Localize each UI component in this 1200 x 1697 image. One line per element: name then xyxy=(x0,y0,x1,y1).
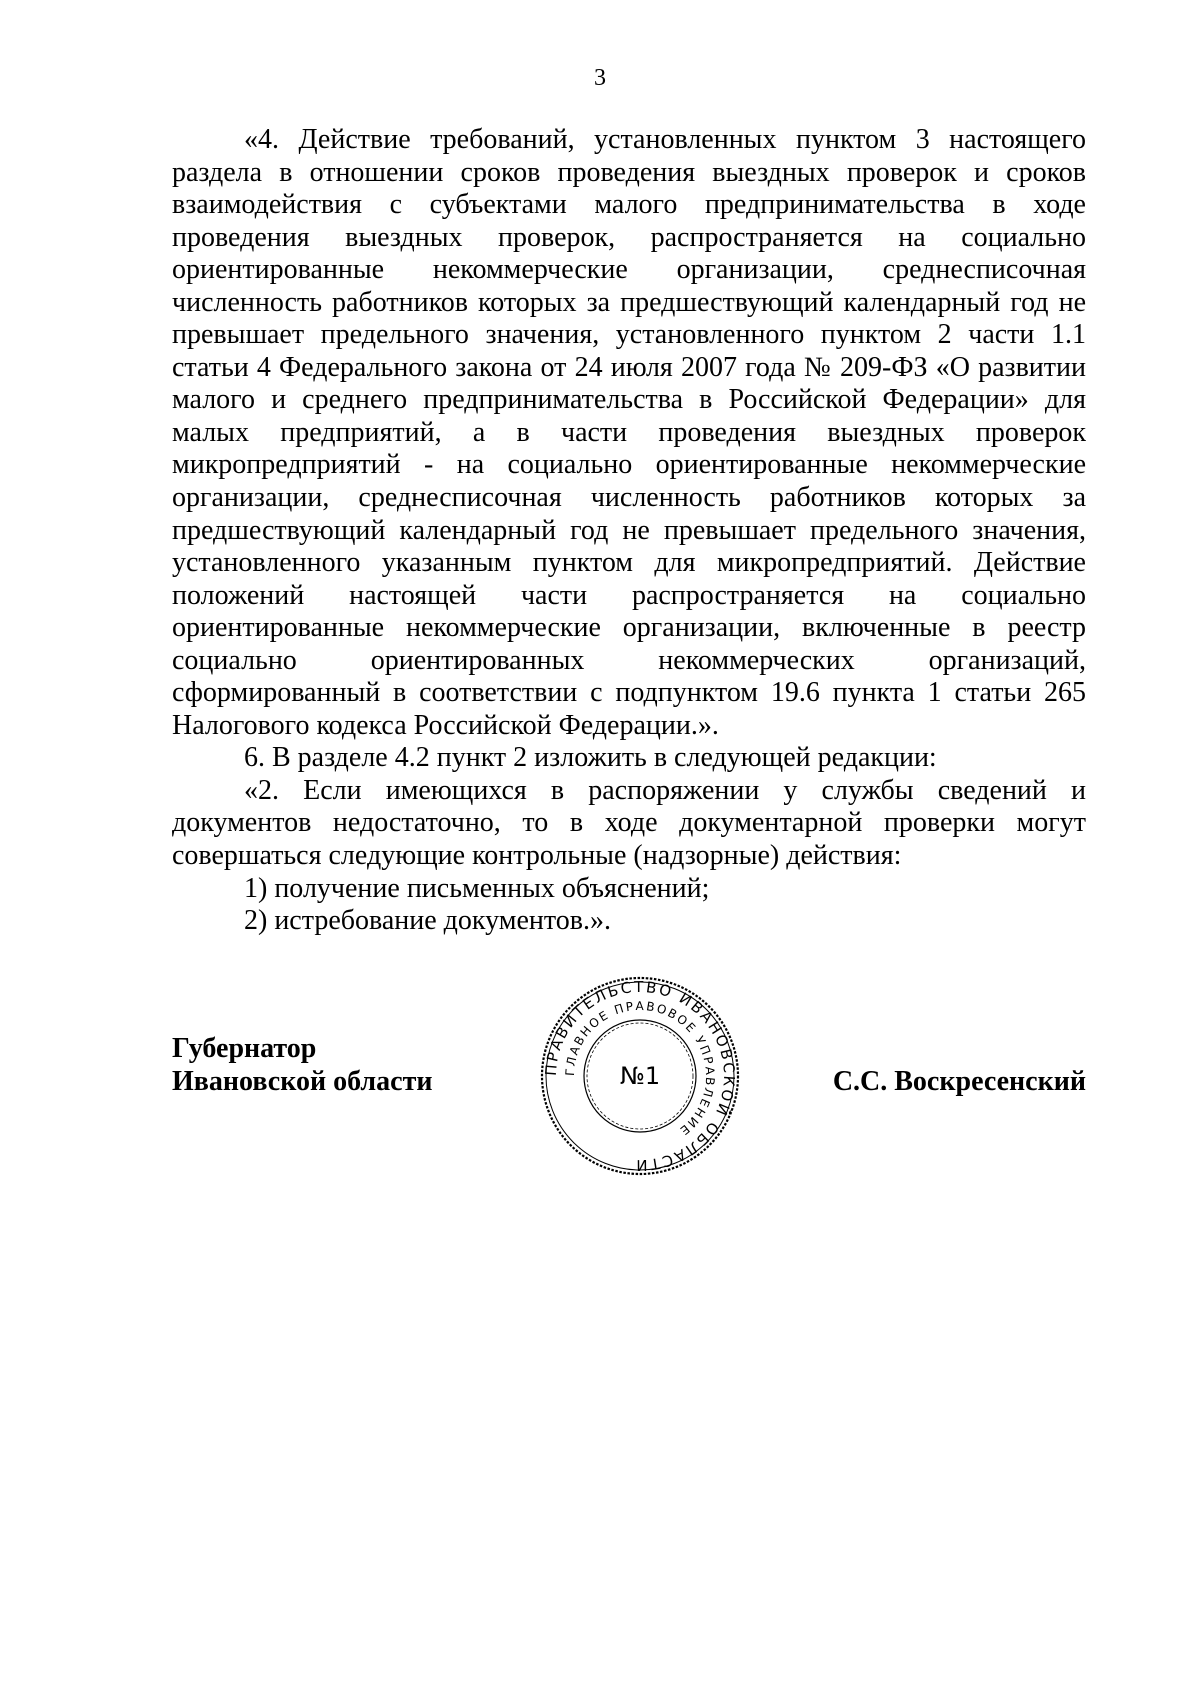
official-stamp xyxy=(539,975,741,1177)
signatory-position-line1: Губернатор xyxy=(172,1033,317,1064)
paragraph-amendment-6: 6. В разделе 4.2 пункт 2 изложить в следующей редакции: xyxy=(244,742,937,774)
document-body xyxy=(172,124,1086,938)
page-number: 3 xyxy=(594,65,606,91)
paragraph-item-2: «2. Если имеющихся в распоряжении у службы сведений и документов недостаточно, то в ходе документарной проверки могут совершаться следующие контрольные (надзорные) действия: xyxy=(172,774,1086,872)
stamp-number: №1 xyxy=(619,1062,661,1090)
stamp-inner-text: ГЛАВНОЕ ПРАВОВОЕ УПРАВЛЕНИЕ xyxy=(562,998,718,1139)
list-item-documents: 2) истребование документов.». xyxy=(244,905,611,937)
signatory-position-line2: Ивановской области xyxy=(172,1066,433,1097)
paragraph-item-4: «4. Действие требований, установленных пунктом 3 настоящего раздела в отношении сроков проведения выездных проверок и сроков взаимодействия с субъектами малого предпринимательства в ходе проведения выездных проверок, распространяется на социально ориентированные некоммерческие организации, среднесписочная численность работников которых за предшествующий календарный год не превышает предельного значения, установленного пунктом 2 части 1.1 статьи 4 Федерального закона от 24 июля 2007 года № 209-ФЗ «О развитии малого и среднего предпринимательства в Российской Федерации» для малых предприятий, а в части проведения выездных проверок микропредприятий - на социально ориентированные некоммерческие организации, среднесписочная численность работников которых за предшествующий календарный год не превышает предельного значения, установленного указанным пунктом для микропредприятий. Действие положений настоящей части распространяется на социально ориентированные некоммерческие организации, включенные в реестр социально ориентированных некоммерческих организаций, сформированный в соответствии с подпунктом 19.6 пункта 1 статьи 265 Налогового кодекса Российской Федерации.». xyxy=(172,124,1086,741)
stamp-outer-text: ПРАВИТЕЛЬСТВО ИВАНОВСКОЙ ОБЛАСТИ xyxy=(541,977,739,1175)
signatory-name: С.С. Воскресенский xyxy=(832,1066,1086,1097)
signatory-position xyxy=(172,1032,432,1098)
list-item-explanations: 1) получение письменных объяснений; xyxy=(244,872,710,904)
